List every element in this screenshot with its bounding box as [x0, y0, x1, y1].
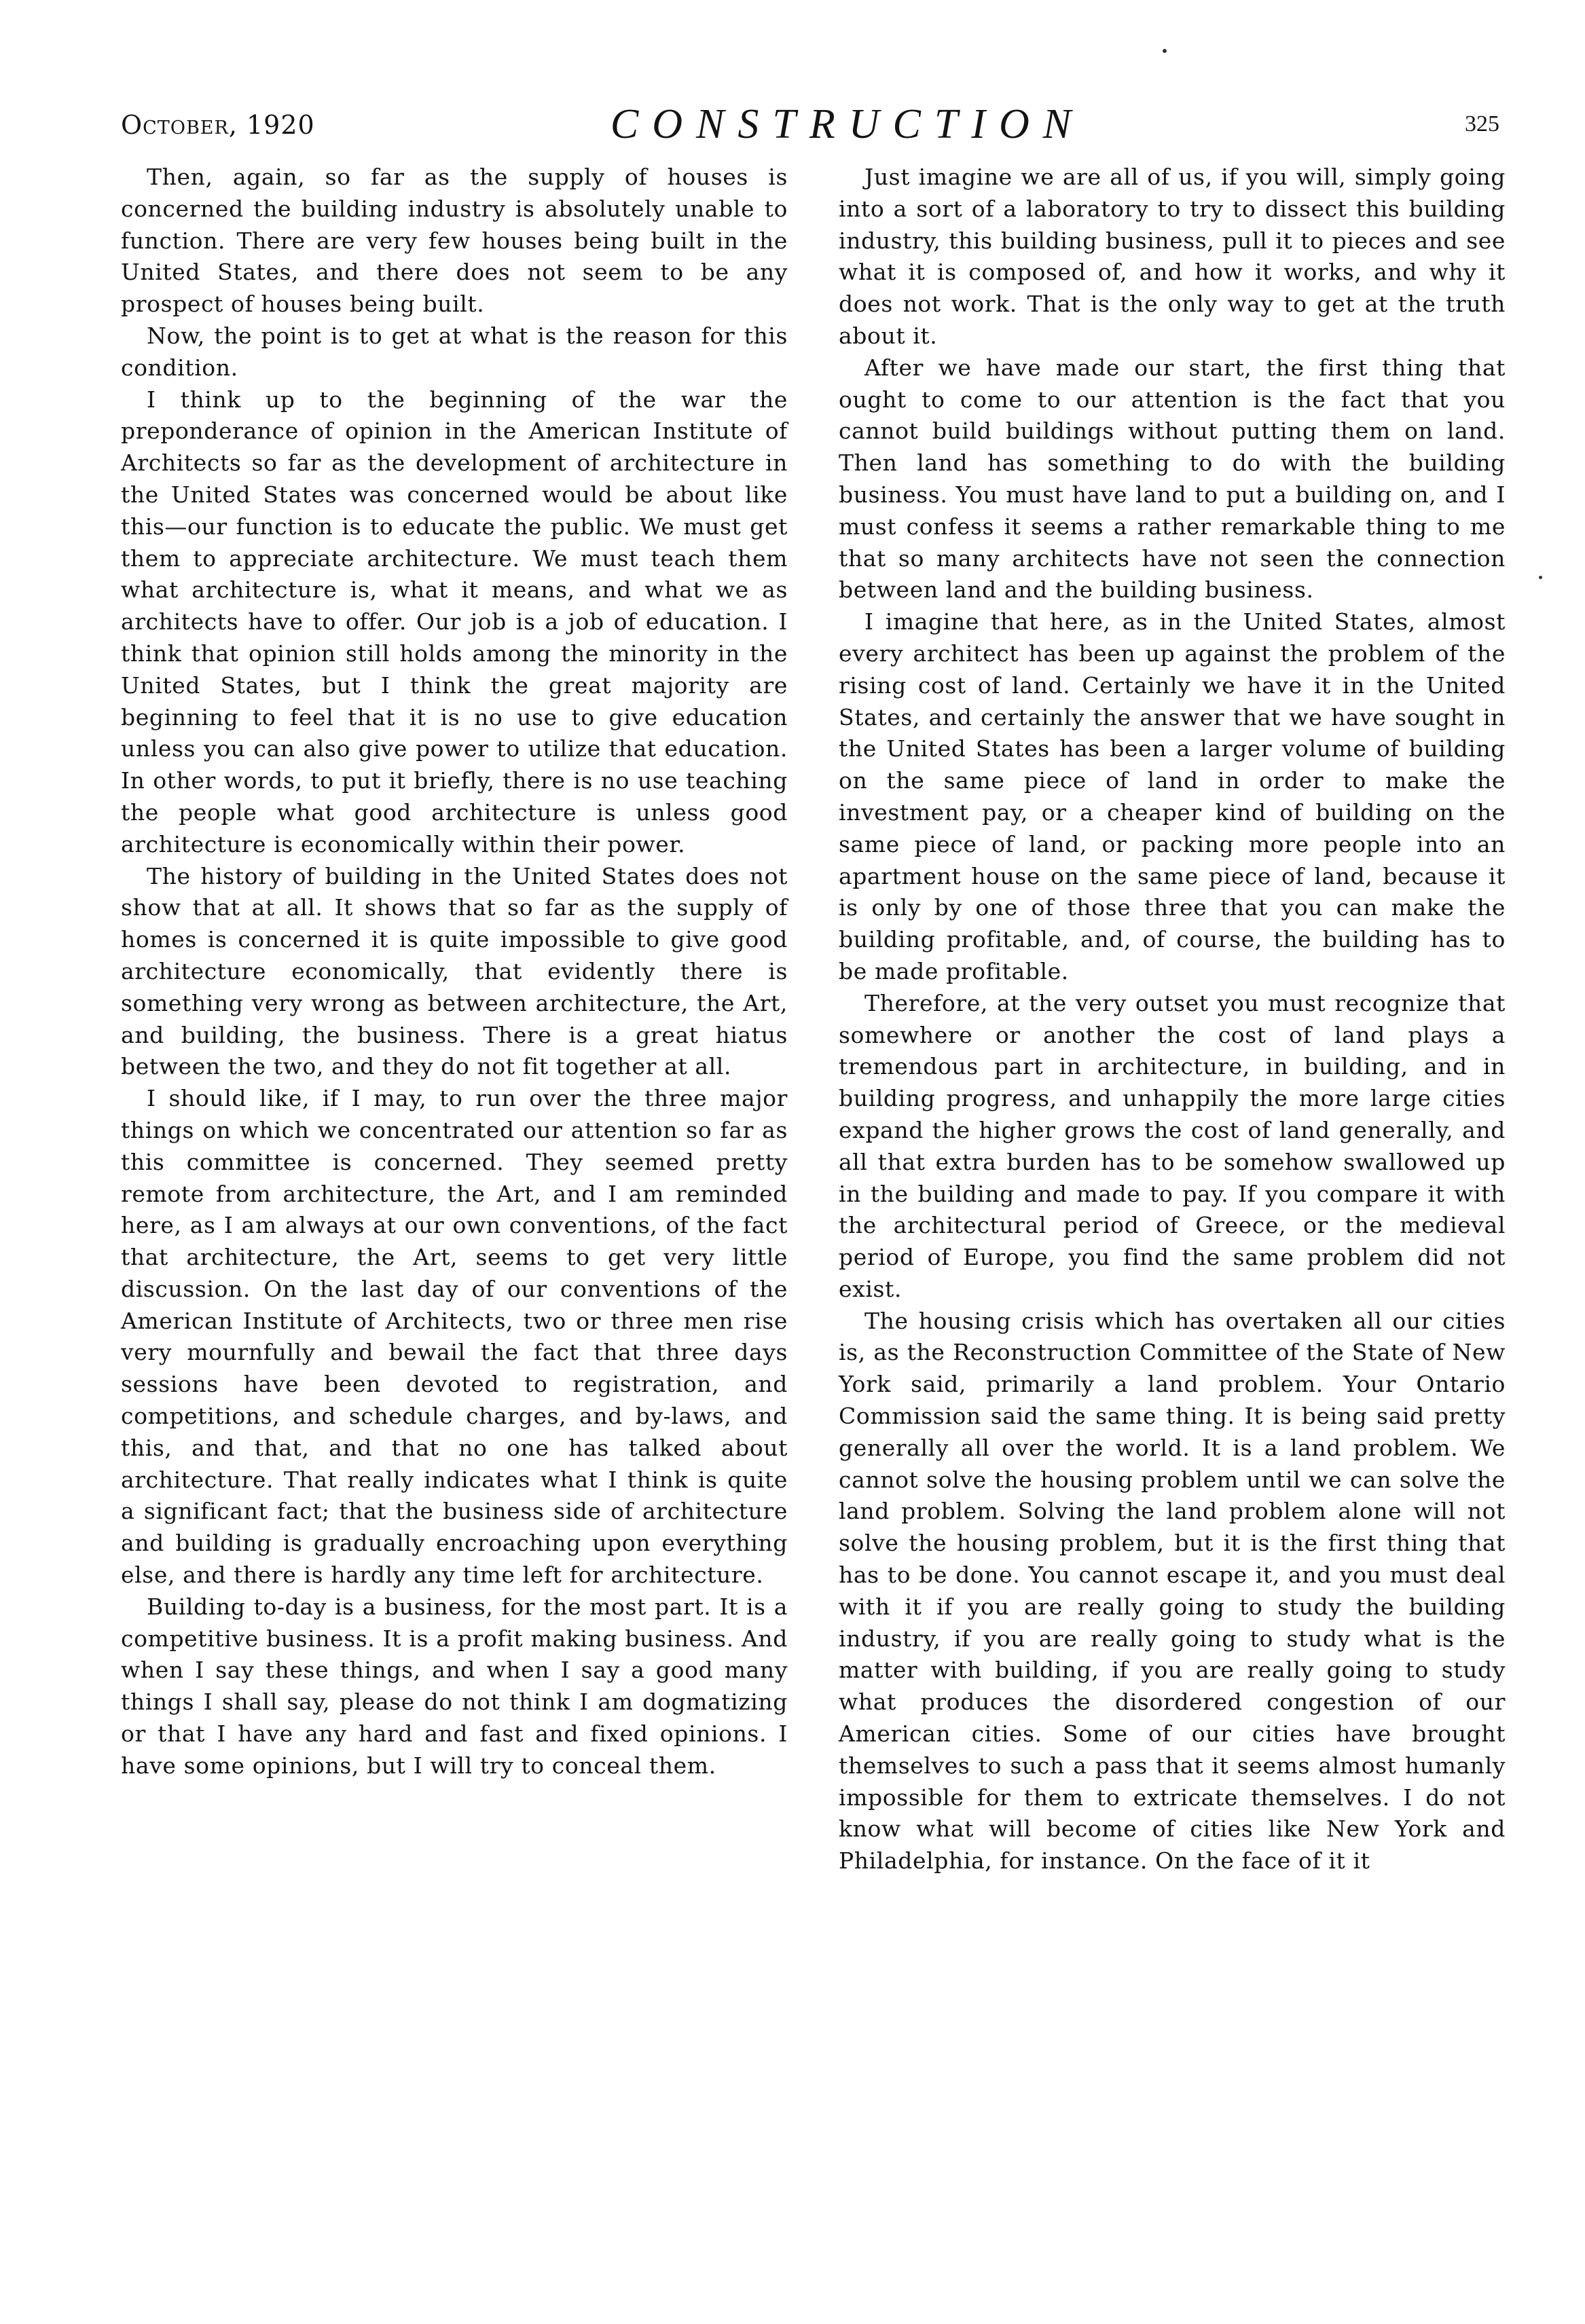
issue-date: October, 1920 — [121, 110, 315, 140]
right-column — [839, 162, 1506, 1877]
paragraph: After we have made our start, the first thing that ought to come to our attention is the fact that you cannot build buildings without putting them on land. Then land has something to do with the building business. You must have land to put a building on, and I must confess it seems a rather remarkable thing to me that so many architects have not seen the connection between land and the building business. — [839, 354, 1506, 604]
paragraph: The history of building in the United States does not show that at all. It shows that so far as the supply of homes is concerned it is quite impossible to give good architecture economically, that evidently there is something very wrong as between architecture, the Art, and building, the business. There is a great hiatus between the two, and they do not fit together at all. — [121, 862, 788, 1080]
paragraph: Just imagine we are all of us, if you will, simply going into a sort of a laboratory to try to dissect this building industry, this building business, pull it to pieces and see what it is composed of, and how it works, and why it does not work. That is the only way to get at the truth about it. — [839, 164, 1506, 349]
paragraph: I think up to the beginning of the war the preponderance of opinion in the American Institute of Architects so far as the development of architecture in the United States was concerned would be about like this—our function is to educate the public. We must get them to appreciate architecture. We must teach them what architecture is, what it means, and what we as architects have to offer. Our job is a job of education. I think that opinion still holds among the minority in the United States, but I think the great majority are beginning to feel that it is no use to give education unless you can also give power to utilize that education. In other words, to put it briefly, there is no use teaching the people what good architecture is unless good architecture is economically within their power. — [121, 386, 788, 857]
scan-speck — [1163, 49, 1167, 53]
paragraph: I should like, if I may, to run over the three major things on which we concentrated our attention so far as this committee is concerned. They seemed pretty remote from architecture, the Art, and I am reminded here, as I am always at our own conventions, of the fact that architecture, the Art, seems to get very little discussion. On the last day of our conventions of the American Institute of Architects, two or three men rise very mournfully and bewail the fact that three days sessions have been devoted to registration, and competitions, and schedule charges, and by-laws, and this, and that, and that no one has talked about architecture. That really indicates what I think is quite a significant fact; that the business side of architecture and building is gradually encroaching upon everything else, and there is hardly any time left for architecture. — [121, 1085, 788, 1589]
paragraph: Building to-day is a business, for the most part. It is a competitive business. It is a profit making business. And when I say these things, and when I say a good many things I shall say, please do not think I am dogmatizing or that I have any hard and fast and fixed opinions. I have some opinions, but I will try to conceal them. — [121, 1593, 788, 1779]
paragraph: Therefore, at the very outset you must recognize that somewhere or another the cost of land plays a tremendous part in architecture, in building, and in building progress, and unhappily the more large cities expand the higher grows the cost of land generally, and all that extra burden has to be somehow swallowed up in the building and made to pay. If you compare it with the architectural period of Greece, or the medieval period of Europe, you find the same problem did not exist. — [839, 989, 1506, 1302]
paragraph: The housing crisis which has overtaken all our cities is, as the Reconstruction Committee of the State of New York said, primarily a land problem. Your Ontario Commission said the same thing. It is being said pretty generally all over the world. It is a land problem. We cannot solve the housing problem until we can solve the land problem. Solving the land problem alone will not solve the housing problem, but it is the first thing that has to be done. You cannot escape it, and you must deal with it if you are really going to study the building industry, if you are really going to study what is the matter with building, if you are really going to study what produces the disordered congestion of our American cities. Some of our cities have brought themselves to such a pass that it seems almost humanly impossible for them to extricate themselves. I do not know what will become of cities like New York and Philadelphia, for instance. On the face of it it — [839, 1307, 1506, 1875]
paragraph: I imagine that here, as in the United States, almost every architect has been up against the problem of the rising cost of land. Certainly we have it in the United States, and certainly the answer that we have sought in the United States has been a larger volume of building on the same piece of land in order to make the investment pay, or a cheaper kind of building on the same piece of land, or packing more people into an apartment house on the same piece of land, because it is only by one of those three that you can make the building profitable, and, of course, the building has to be made profitable. — [839, 608, 1506, 984]
paragraph: Then, again, so far as the supply of houses is concerned the building industry is absolutely unable to function. There are very few houses being built in the United States, and there does not seem to be any prospect of houses being built. — [121, 164, 788, 318]
paragraph: Now, the point is to get at what is the reason for this condition. — [121, 322, 788, 381]
left-column — [121, 162, 788, 1782]
journal-title: CONSTRUCTION — [610, 101, 1085, 147]
running-header — [121, 103, 1499, 151]
scan-speck — [1539, 576, 1542, 579]
page-number: 325 — [1465, 111, 1499, 136]
